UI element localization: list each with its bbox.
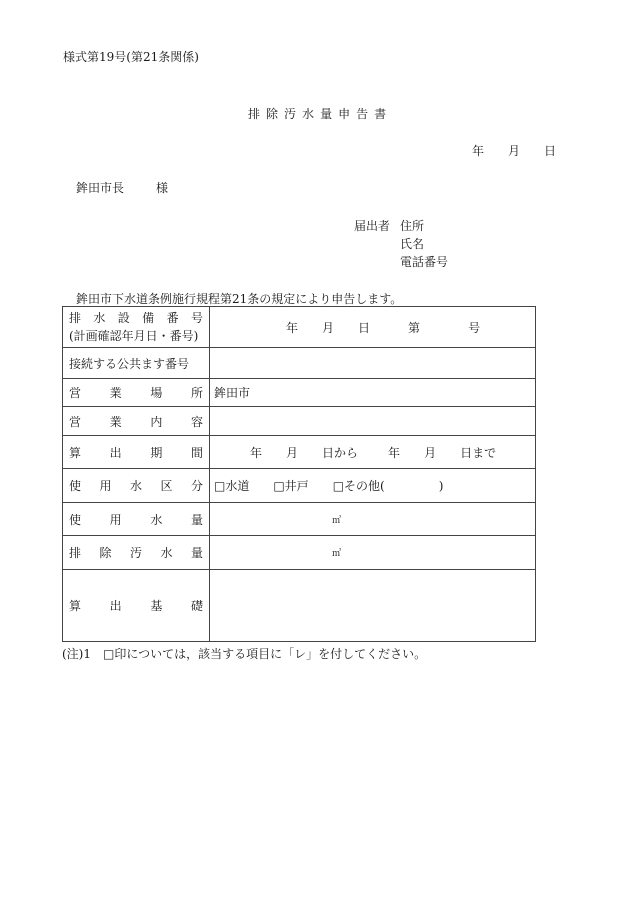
calculation-period-value[interactable]: 年 月 日から 年 月 日まで (210, 436, 536, 469)
water-source-checkbox-city[interactable]: □水道 (214, 479, 250, 493)
applicant-address-label: 住所 (400, 219, 425, 233)
discharged-wastewater-label: 排 除 汚 水 量 (63, 536, 210, 570)
calculation-basis-label: 算 出 基 礎 (63, 570, 210, 642)
calculation-basis-value[interactable] (210, 570, 536, 642)
table-row (63, 503, 536, 536)
drainage-facility-number-value[interactable]: 年 月 日 第 号 (210, 307, 536, 348)
water-usage-unit: ㎥ (332, 515, 342, 526)
date-month: 月 (508, 144, 521, 158)
table-row (63, 407, 536, 436)
water-source-type-label: 使 用 水 区 分 (63, 469, 210, 503)
applicant-label: 届出者 (354, 219, 391, 233)
applicant-block (354, 217, 448, 271)
applicant-phone-label: 電話番号 (400, 255, 449, 269)
discharged-wastewater-value[interactable] (210, 536, 536, 570)
footnote: (注)1 □印については，該当する項目に「レ」を付してください。 (62, 647, 427, 661)
water-source-checkbox-well[interactable]: □井戸 (273, 479, 309, 493)
table-row (63, 348, 536, 379)
business-content-value[interactable] (210, 407, 536, 436)
water-source-checkbox-other[interactable]: □その他( (332, 479, 385, 493)
table-row (63, 570, 536, 642)
table-row (63, 307, 536, 348)
table-row (63, 436, 536, 469)
date-year: 年 (472, 144, 485, 158)
drainage-facility-number-label: 排 水 設 備 番 号 (計画確認年月日・番号) (63, 307, 210, 348)
public-basin-number-value[interactable] (210, 348, 536, 379)
date-day: 日 (544, 144, 557, 158)
business-location-label: 営 業 場 所 (63, 379, 210, 407)
submission-date (472, 142, 556, 159)
water-source-type-value: □水道 □井戸 □その他( ) (210, 469, 536, 503)
document-title: 排 除 汚 水 量 申 告 書 (248, 107, 387, 121)
business-location-value[interactable]: 鉾田市 (210, 379, 536, 407)
addressee: 鉾田市長 様 (76, 181, 169, 195)
declaration-table (62, 306, 536, 642)
public-basin-number-label: 接続する公共ます番号 (63, 348, 210, 379)
calculation-period-label: 算 出 期 間 (63, 436, 210, 469)
discharged-wastewater-unit: ㎥ (332, 549, 342, 559)
water-usage-label: 使 用 水 量 (63, 503, 210, 536)
applicant-name-label: 氏名 (400, 237, 425, 251)
business-content-label: 営 業 内 容 (63, 407, 210, 436)
table-row (63, 469, 536, 503)
water-usage-value[interactable] (210, 503, 536, 536)
table-row (63, 379, 536, 407)
form-number: 様式第19号(第21条関係) (63, 50, 199, 64)
table-row (63, 536, 536, 570)
intro-text: 鉾田市下水道条例施行規程第21条の規定により申告します。 (76, 292, 403, 306)
